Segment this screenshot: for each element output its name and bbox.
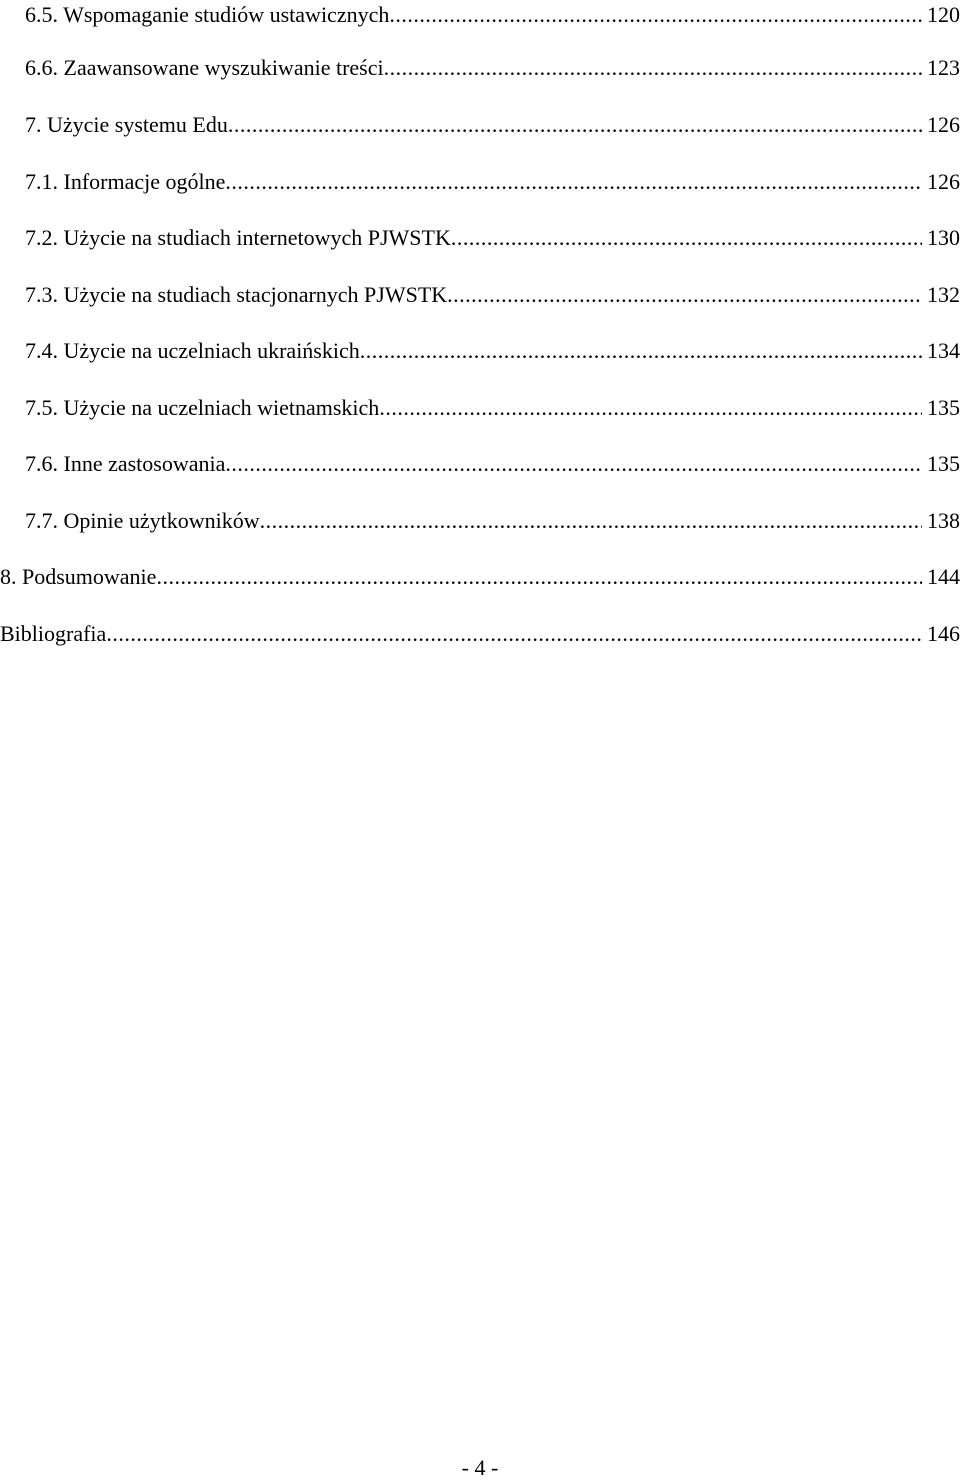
toc-entry bbox=[25, 280, 960, 310]
toc-entry-title: 8. Podsumowanie bbox=[0, 564, 157, 589]
toc-entry bbox=[25, 167, 960, 197]
toc-entry-page: 146 bbox=[927, 621, 960, 646]
toc-entry-title: 7.7. Opinie użytkowników bbox=[25, 508, 260, 533]
toc-entry-page: 135 bbox=[927, 395, 960, 420]
toc-entry-title: 7.6. Inne zastosowania bbox=[25, 451, 226, 476]
toc-entry-title: 6.5. Wspomaganie studiów ustawicznych bbox=[25, 2, 390, 27]
toc-entry-page: 135 bbox=[927, 451, 960, 476]
toc-entry-title: Bibliografia bbox=[0, 621, 107, 646]
toc-dot-leader bbox=[260, 506, 922, 536]
toc-entry bbox=[0, 562, 960, 592]
toc-entry-title: 7.1. Informacje ogólne bbox=[25, 169, 226, 194]
toc-dot-leader bbox=[384, 53, 922, 83]
toc-entry-page: 126 bbox=[927, 169, 960, 194]
toc-entry-page: 130 bbox=[927, 225, 960, 250]
toc-dot-leader bbox=[447, 280, 922, 310]
toc-entry-page: 138 bbox=[927, 508, 960, 533]
toc-entry bbox=[25, 53, 960, 83]
toc-entry-title: 7.3. Użycie na studiach stacjonarnych PJWSTK bbox=[25, 282, 448, 307]
toc-dot-leader bbox=[228, 110, 922, 140]
toc-entry bbox=[25, 223, 960, 253]
toc-entry-page: 126 bbox=[927, 112, 960, 137]
toc-entry-title: 7. Użycie systemu Edu bbox=[25, 112, 228, 137]
toc-entry bbox=[25, 393, 960, 423]
toc-dot-leader bbox=[225, 449, 922, 479]
toc-dot-leader bbox=[225, 167, 922, 197]
toc-dot-leader bbox=[451, 223, 922, 253]
toc-entry bbox=[0, 619, 960, 649]
toc-entry bbox=[25, 506, 960, 536]
toc-entry-title: 7.2. Użycie na studiach internetowych PJWSTK bbox=[25, 225, 451, 250]
toc-entry-page: 123 bbox=[927, 55, 960, 80]
toc-entry bbox=[25, 449, 960, 479]
toc-entry-page: 144 bbox=[927, 564, 960, 589]
toc-entry bbox=[25, 0, 960, 30]
toc-entry-page: 132 bbox=[927, 282, 960, 307]
toc-entry-title: 7.4. Użycie na uczelniach ukraińskich bbox=[25, 338, 360, 363]
toc-dot-leader bbox=[360, 336, 922, 366]
toc-entry-title: 7.5. Użycie na uczelniach wietnamskich bbox=[25, 395, 380, 420]
page-number: - 4 - bbox=[461, 1455, 499, 1480]
toc-dot-leader bbox=[106, 619, 922, 649]
toc-entry-title: 6.6. Zaawansowane wyszukiwanie treści bbox=[25, 55, 384, 80]
toc-entry bbox=[25, 110, 960, 140]
toc-dot-leader bbox=[389, 0, 922, 30]
toc-dot-leader bbox=[379, 393, 922, 423]
toc-entry bbox=[25, 336, 960, 366]
toc-dot-leader bbox=[156, 562, 922, 592]
toc-entry-page: 134 bbox=[927, 338, 960, 363]
toc-entry-page: 120 bbox=[927, 2, 960, 27]
